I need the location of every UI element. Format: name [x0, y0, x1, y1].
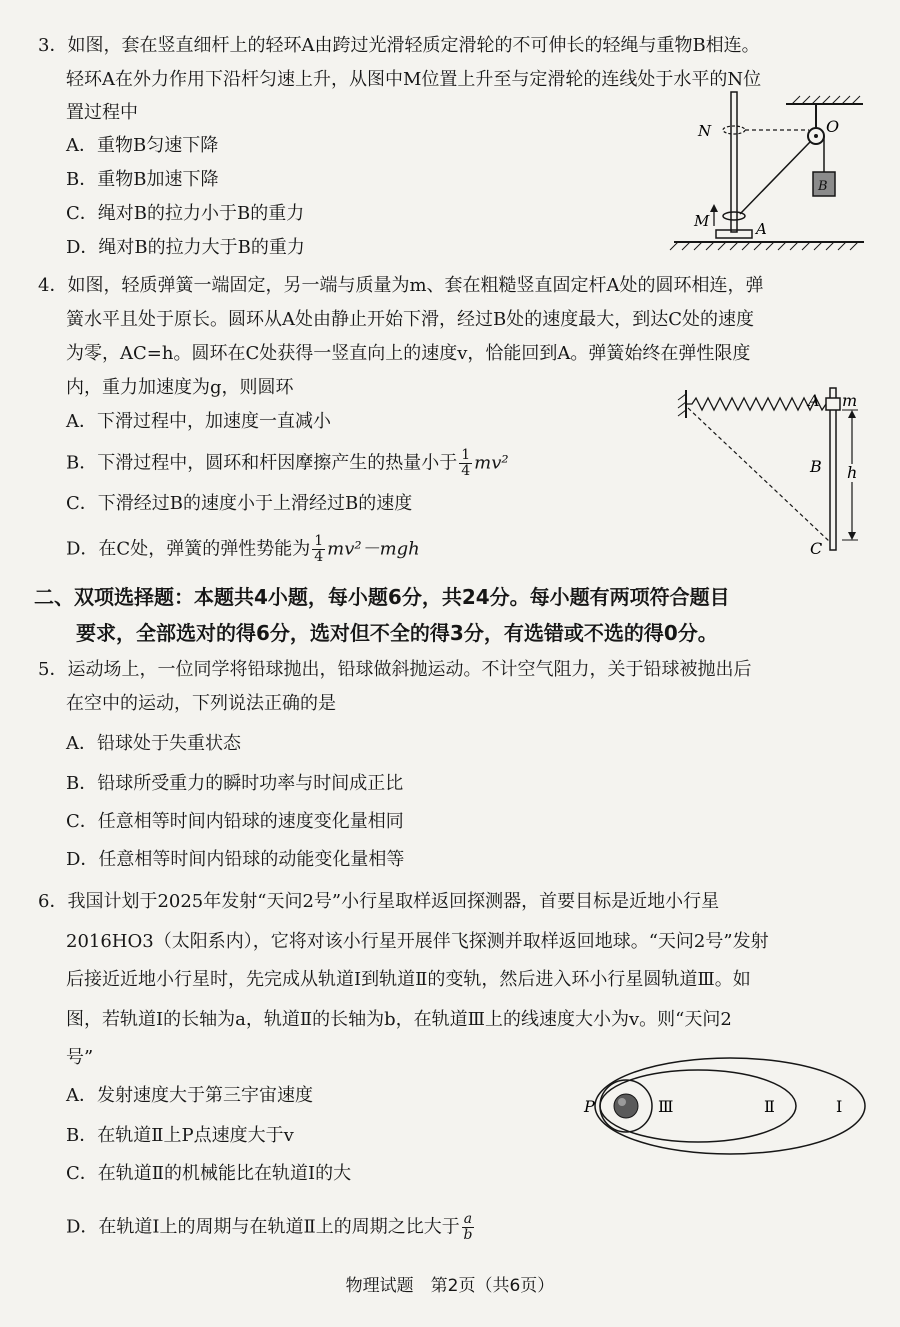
q6-label-P: P [584, 1097, 595, 1116]
q5-stem-line-2: 在空中的运动，下列说法正确的是 [66, 693, 336, 714]
q3-stem-line-2: 轻环A在外力作用下沿杆匀速上升，从图中M位置上升至与定滑轮的连线处于水平的N位 [66, 69, 762, 90]
q4-fraction-d: $\frac{1}{4}$ [314, 533, 324, 565]
q6-option-c: C．在轨道Ⅱ的机械能比在轨道Ⅰ的大 [66, 1163, 352, 1184]
q5-option-c: C．任意相等时间内铅球的速度变化量相同 [66, 811, 404, 832]
q6-option-a: A．发射速度大于第三宇宙速度 [66, 1085, 313, 1106]
page-footer: 物理试题 第2页（共6页） [345, 1276, 555, 1296]
q3-label-A: A [756, 220, 767, 238]
q6-stem-line-5: 号” [66, 1047, 94, 1068]
q4-option-d: D．在C处，弹簧的弹性势能为 $\frac{1}{4}$ mv²－mgh [66, 533, 420, 565]
q6-stem-line-4: 图，若轨道Ⅰ的长轴为a，轨道Ⅱ的长轴为b，在轨道Ⅲ上的线速度大小为v。则“天问2 [66, 1009, 732, 1030]
section-2-heading-line-2: 要求，全部选对的得6分，选对但不全的得3分，有选错或不选的得0分。 [76, 621, 718, 645]
section-2-heading-line-1: 二、双项选择题：本题共4小题，每小题6分，共24分。每小题有两项符合题目 [34, 585, 730, 609]
q6-option-d: D．在轨道Ⅰ上的周期与在轨道Ⅱ上的周期之比大于 $\frac{a}{b}$ [66, 1211, 473, 1243]
q4-label-A: A [808, 391, 820, 410]
q6-stem-line-1: 6．我国计划于2025年发射“天问2号”小行星取样返回探测器，首要目标是近地小行星 [38, 891, 720, 912]
q3-option-d: D．绳对B的拉力大于B的重力 [66, 237, 305, 258]
q6-stem-line-3: 后接近近地小行星时，先完成从轨道Ⅰ到轨道Ⅱ的变轨，然后进入环小行星圆轨道Ⅲ。如 [66, 969, 751, 990]
q3-option-a: A．重物B匀速下降 [66, 135, 219, 156]
q3-option-c: C．绳对B的拉力小于B的重力 [66, 203, 305, 224]
q4-fraction-b: $\frac{1}{4}$ [461, 447, 471, 479]
q4-option-b: B．下滑过程中，圆环和杆因摩擦产生的热量小于 $\frac{1}{4}$ mv² [66, 447, 509, 479]
q4-label-B: B [810, 457, 822, 476]
q4-spring-figure [676, 378, 876, 564]
q3-label-O: O [826, 117, 840, 136]
q6-fraction-d: $\frac{a}{b}$ [463, 1211, 473, 1243]
q4-option-c: C．下滑经过B的速度小于上滑经过B的速度 [66, 493, 413, 514]
q3-stem-line-1: 3．如图，套在竖直细杆上的轻环A由跨过光滑轻质定滑轮的不可伸长的轻绳与重物B相连。 [38, 35, 760, 56]
q4-stem-line-1: 4．如图，轻质弹簧一端固定，另一端与质量为m、套在粗糙竖直固定杆A处的圆环相连，弹 [38, 275, 764, 296]
q6-stem-line-2: 2016HO3（太阳系内），它将对该小行星开展伴飞探测并取样返回地球。“天问2号”发射 [66, 931, 769, 952]
q4-stem-line-4: 内，重力加速度为g，则圆环 [66, 377, 294, 398]
q6-option-b: B．在轨道Ⅱ上P点速度大于v [66, 1125, 294, 1146]
q3-label-N: N [698, 122, 712, 140]
q4-stem-line-3: 为零，AC=h。圆环在C处获得一竖直向上的速度v，恰能回到A。弹簧始终在弹性限度 [66, 343, 751, 364]
q6-label-II: Ⅱ [764, 1097, 775, 1116]
q4-option-a: A．下滑过程中，加速度一直减小 [66, 411, 331, 432]
q4-stem-line-2: 簧水平且处于原长。圆环从A处由静止开始下滑，经过B处的速度最大，到达C处的速度 [66, 309, 754, 330]
q5-option-d: D．任意相等时间内铅球的动能变化量相等 [66, 849, 405, 870]
q6-label-III: Ⅲ [658, 1097, 674, 1116]
q3-label-B: B [818, 179, 828, 194]
q3-stem-line-3: 置过程中 [66, 102, 138, 123]
q5-option-a: A．铅球处于失重状态 [66, 733, 241, 754]
q3-label-M: M [694, 212, 710, 230]
q6-orbit-figure [578, 1054, 874, 1166]
q4-label-h: h [847, 463, 858, 482]
q4-label-C: C [810, 539, 823, 558]
q4-label-m: m [842, 391, 858, 410]
q3-option-b: B．重物B加速下降 [66, 169, 219, 190]
q3-pulley-figure [668, 84, 868, 264]
q5-option-b: B．铅球所受重力的瞬时功率与时间成正比 [66, 773, 404, 794]
q5-stem-line-1: 5．运动场上，一位同学将铅球抛出，铅球做斜抛运动。不计空气阻力，关于铅球被抛出后 [38, 659, 752, 680]
q6-label-I: Ⅰ [836, 1097, 843, 1116]
